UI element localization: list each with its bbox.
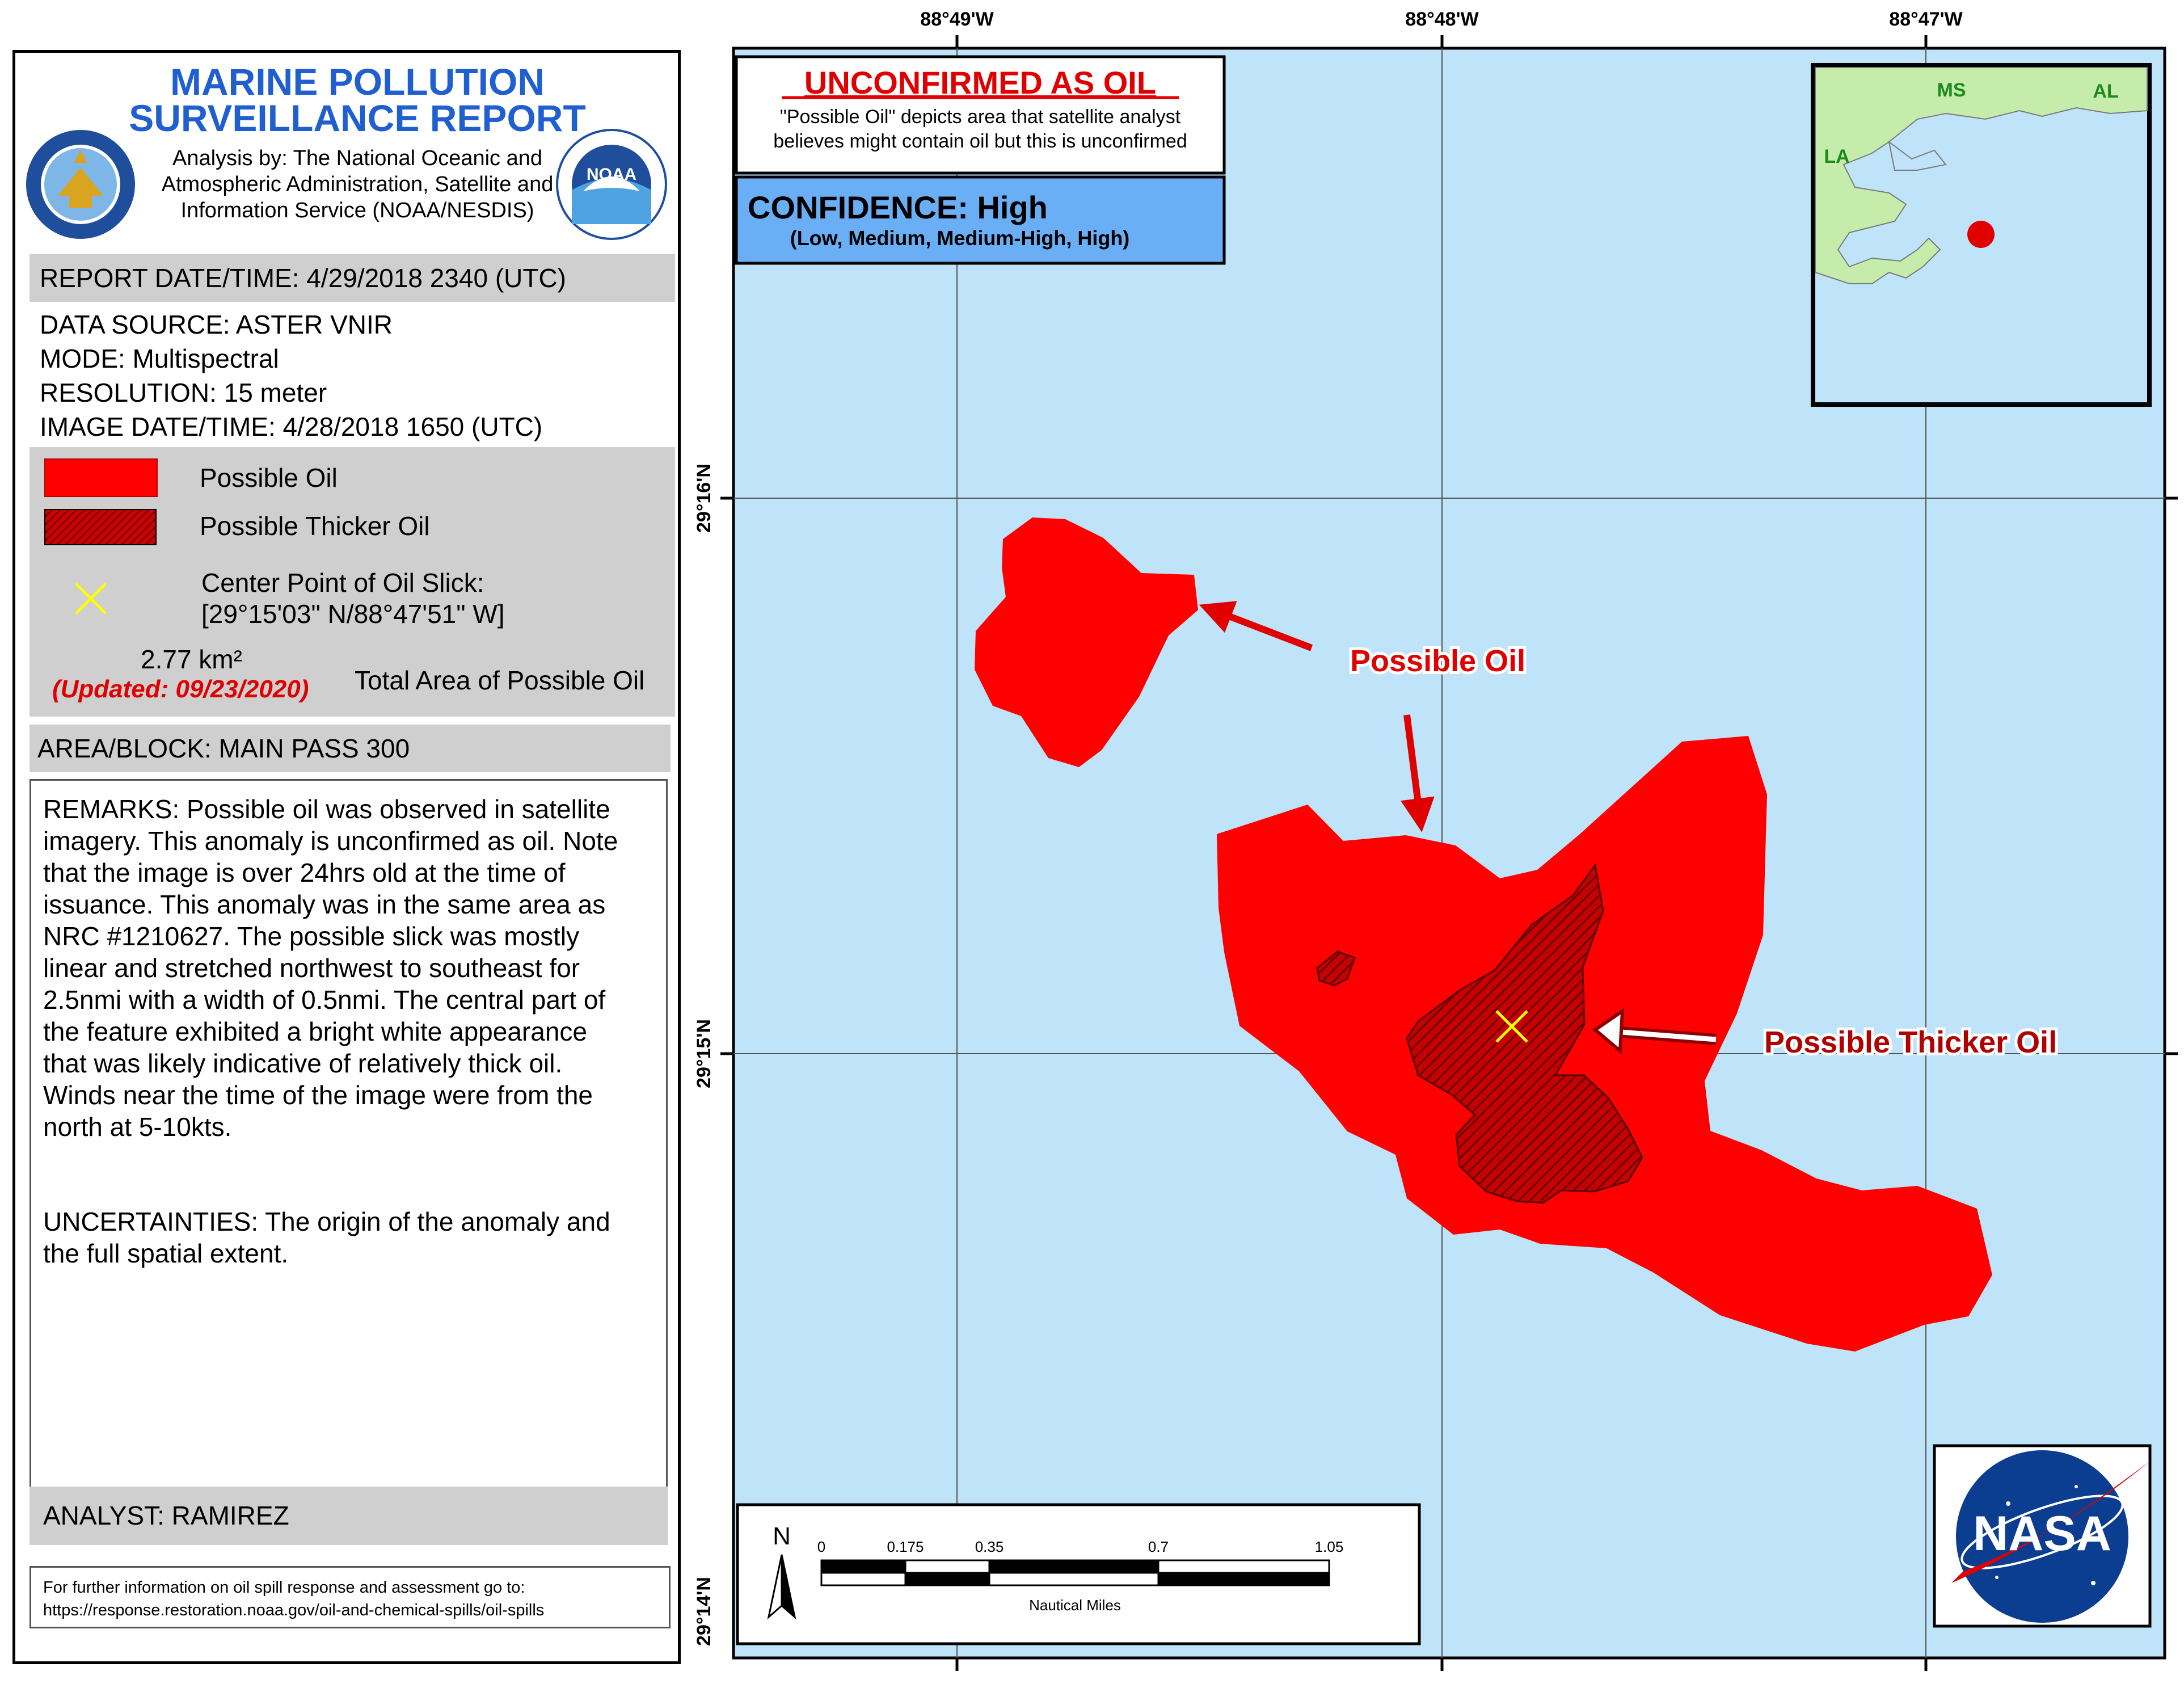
- data-source: DATA SOURCE: ASTER VNIR: [40, 310, 393, 339]
- legend-center-coords: [29°15'03" N/88°47'51" W]: [201, 599, 505, 629]
- inset-label-la: LA: [1824, 146, 1850, 167]
- lat-label-1: 29°16'N: [693, 464, 715, 533]
- uncertainties-line: the full spatial extent.: [43, 1239, 289, 1268]
- remarks-line: Winds near the time of the image were from the: [43, 1080, 593, 1110]
- remarks-line: NRC #1210627. The possible slick was mostly: [43, 921, 580, 951]
- footer-line1: For further information on oil spill response and assessment go to:: [43, 1578, 525, 1597]
- scale-tick-2: 0.35: [975, 1538, 1004, 1555]
- legend-possible-oil: Possible Oil: [200, 463, 338, 492]
- area-block: AREA/BLOCK: MAIN PASS 300: [29, 725, 671, 772]
- analysis-line1: Analysis by: The National Oceanic and: [172, 146, 542, 170]
- total-area-value: 2.77 km²: [141, 645, 242, 674]
- report-datetime: REPORT DATE/TIME: 4/29/2018 2340 (UTC): [29, 254, 675, 302]
- remarks-line: that the image is over 24hrs old at the time of: [43, 858, 566, 887]
- remarks-line: linear and stretched northwest to southeast for: [43, 953, 580, 983]
- lon-label-3: 88°47'W: [1889, 9, 1963, 30]
- remarks-line: imagery. This anomaly is unconfirmed as oil. Note: [43, 826, 618, 856]
- footer-line2: https://response.restoration.noaa.gov/oil-and-chemical-spills/oil-spills: [43, 1601, 545, 1619]
- inset-label-al: AL: [2093, 81, 2119, 102]
- analysis-line3: Information Service (NOAA/NESDIS): [180, 199, 534, 222]
- updated-date: (Updated: 09/23/2020): [52, 675, 309, 703]
- image-datetime: IMAGE DATE/TIME: 4/28/2018 1650 (UTC): [40, 412, 543, 441]
- total-area-label: Total Area of Possible Oil: [355, 666, 645, 695]
- resolution: RESOLUTION: 15 meter: [40, 378, 327, 407]
- lat-label-3: 29°14'N: [693, 1577, 715, 1646]
- analysis-line2: Atmospheric Administration, Satellite and: [161, 172, 554, 196]
- inset-location-marker: [1967, 221, 1995, 248]
- remarks-line: issuance. This anomaly was in the same area as: [43, 890, 606, 919]
- remarks-line: REMARKS: Possible oil was observed in satellite: [43, 794, 610, 824]
- scale-unit: Nautical Miles: [1029, 1597, 1121, 1614]
- remarks-line: 2.5nmi with a width of 0.5nmi. The central part of: [43, 985, 606, 1015]
- unconfirmed-line2: believes might contain oil but this is unconfirmed: [773, 131, 1187, 152]
- legend-thicker-oil: Possible Thicker Oil: [200, 511, 430, 541]
- uncertainties-line: UNCERTAINTIES: The origin of the anomaly and: [43, 1207, 610, 1236]
- analyst: ANALYST: RAMIREZ: [29, 1487, 668, 1545]
- confidence-scale: (Low, Medium, Medium-High, High): [790, 226, 1130, 250]
- noaa-logo-text: NOAA: [586, 165, 637, 184]
- scale-tick-3: 0.7: [1148, 1538, 1169, 1555]
- mode: MODE: Multispectral: [40, 344, 279, 373]
- unconfirmed-title: UNCONFIRMED AS OIL: [804, 65, 1157, 100]
- remarks-line: north at 5-10kts.: [43, 1112, 232, 1142]
- scale-tick-4: 1.05: [1314, 1538, 1344, 1555]
- inset-label-ms: MS: [1937, 79, 1966, 101]
- scale-tick-1: 0.175: [887, 1538, 924, 1555]
- remarks-line: that was likely indicative of relatively thick oil.: [43, 1049, 563, 1078]
- confidence-label: CONFIDENCE: High: [748, 190, 1048, 225]
- scale-bar: [821, 1560, 1329, 1585]
- report-title-line2: SURVEILLANCE REPORT: [129, 97, 586, 139]
- north-arrow-label: N: [773, 1522, 791, 1550]
- legend-center-label: Center Point of Oil Slick:: [201, 568, 484, 597]
- lon-label-2: 88°48'W: [1405, 9, 1479, 30]
- scale-tick-0: 0: [817, 1538, 826, 1555]
- unconfirmed-line1: "Possible Oil" depicts area that satellite analyst: [779, 106, 1181, 128]
- remarks-line: the feature exhibited a bright white appearance: [43, 1017, 587, 1046]
- report-title-line1: MARINE POLLUTION: [170, 61, 545, 103]
- label-possible-oil: Possible Oil: [1350, 644, 1526, 678]
- lon-label-1: 88°49'W: [920, 9, 994, 30]
- lat-label-2: 29°15'N: [693, 1019, 715, 1088]
- nasa-logo-text: NASA: [1973, 1506, 2111, 1561]
- label-possible-thicker-oil: Possible Thicker Oil: [1764, 1025, 2057, 1059]
